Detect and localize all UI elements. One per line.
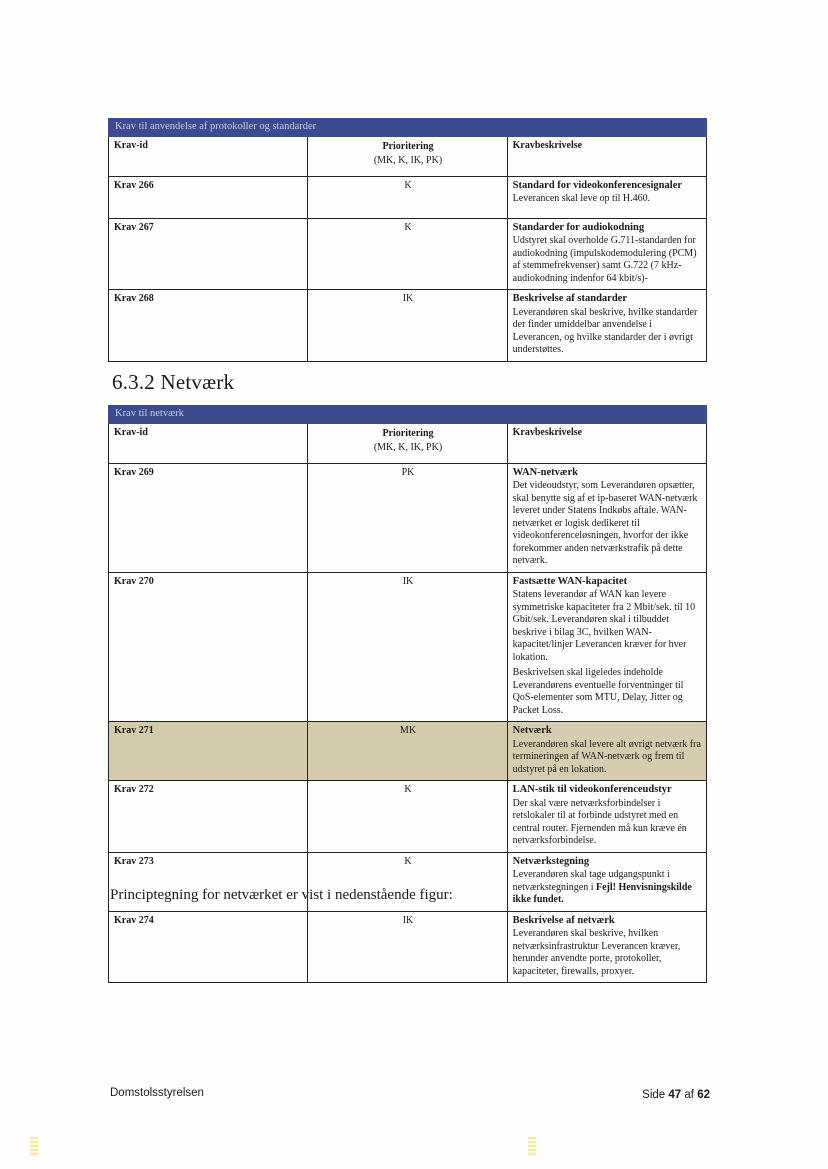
req-priority: K xyxy=(308,781,507,853)
table-row xyxy=(109,290,707,362)
req-text: Leverandøren skal beskrive, hvilke standarder der finder umiddelbar anvendelse i Leverancen, og hvilke standarder der i øvrigt understøttes. xyxy=(512,306,698,355)
req-title: Netværkstegning xyxy=(512,855,590,867)
req-text xyxy=(513,869,702,907)
header-prioritering-label: Prioritering xyxy=(382,140,434,152)
req-title: Standarder for audiokodning xyxy=(512,221,645,233)
section-heading: 6.3.2 Netværk xyxy=(112,370,235,394)
req-title: Beskrivelse af standarder xyxy=(512,293,627,304)
req-text: Leverandøren skal beskrive, hvilken netværksinfrastruktur Leverancen kræver, herunder anvendte porte, protokoller, kapaciteter, firewalls, proxyer. xyxy=(512,928,681,977)
header-prioritering-label: Prioritering xyxy=(382,427,434,439)
req-title: WAN-netværk xyxy=(512,466,578,478)
req-priority: PK xyxy=(308,463,507,572)
page-separator: af xyxy=(684,1089,694,1101)
req-priority: IK xyxy=(308,572,507,722)
req-id: Krav 272 xyxy=(109,781,308,853)
footer-page-number xyxy=(642,1089,710,1101)
req-id: Krav 270 xyxy=(109,572,308,722)
table-row xyxy=(109,911,707,983)
page-current: 47 xyxy=(668,1089,682,1101)
table-caption: Krav til anvendelse af protokoller og standarder xyxy=(109,119,707,137)
req-description xyxy=(507,781,706,853)
page-total: 62 xyxy=(697,1089,710,1101)
footer-organization: Domstolsstyrelsen xyxy=(110,1087,204,1099)
req-text: Udstyret skal overholde G.711-standarden for audiokodning (impulskodemodulering (PCM) af stemmefrekvenser) samt G.722 (7 kHz-audiokodning indenfor 64 kbit/s)- xyxy=(512,235,697,284)
req-id: Krav 267 xyxy=(109,218,308,290)
req-description xyxy=(507,911,706,983)
req-title: Standard for videokonferencesignaler xyxy=(512,179,683,191)
req-text-2: Beskrivelsen skal ligeledes indeholde Leverandørens eventuelle forventninger til QoS-elementer som MTU, Delay, Jitter og Packet Loss. xyxy=(512,667,684,716)
req-id: Krav 268 xyxy=(109,290,308,362)
protocols-requirements-table xyxy=(108,118,707,362)
req-title: Netværk xyxy=(512,725,552,736)
header-prioritering xyxy=(308,136,507,176)
header-prioritering xyxy=(308,423,507,463)
req-description xyxy=(507,572,706,722)
scan-marker xyxy=(30,1137,38,1157)
req-text: Det videoudstyr, som Leverandøren opsætter, skal benytte sig af et ip-baseret WAN-netværk leveret under Statens Indkøbs aftale. WAN-netværket er logisk dedikeret til videokonferenceløsningen, hvorfor der ikke forekommer anden netværkstrafik på dette netværk. xyxy=(512,480,698,566)
req-priority: IK xyxy=(308,911,507,983)
req-id: Krav 274 xyxy=(109,911,308,983)
header-prioritering-codes: (MK, K, IK, PK) xyxy=(373,154,443,166)
req-title: LAN-stik til videokonferenceudstyr xyxy=(512,784,672,795)
req-text-lead: Leverandøren skal tage udgangspunkt i netværkstegningen i xyxy=(512,869,670,893)
req-description xyxy=(507,463,706,572)
table-row xyxy=(109,781,707,853)
req-description xyxy=(507,722,706,781)
req-priority: K xyxy=(308,176,507,218)
req-text: Der skal være netværksforbindelser i retslokaler til at forbinde udstyret med en central router. Fjernenden må kun kræve én netværksforbindelse. xyxy=(512,797,687,846)
header-kravbeskrivelse: Kravbeskrivelse xyxy=(507,136,706,176)
req-text: Statens leverandør af WAN kan levere symmetriske kapaciteter fra 2 Mbit/sek. til 10 Gbit/sek. Leverandøren skal i tilbuddet beskrive i bilag 3C, hvilken WAN-kapacitet/linjer Leverancen kræver for hver lokation. xyxy=(512,589,696,663)
req-id: Krav 271 xyxy=(109,722,308,781)
table-row xyxy=(109,218,707,290)
req-id: Krav 266 xyxy=(109,176,308,218)
req-description xyxy=(507,218,706,290)
table-row-highlighted xyxy=(109,722,707,781)
req-id: Krav 269 xyxy=(109,463,308,572)
figure-intro-text: Principtegning for netværket er vist i nedenstående figur: xyxy=(110,887,453,903)
header-kravbeskrivelse: Kravbeskrivelse xyxy=(507,423,706,463)
page-prefix: Side xyxy=(642,1089,666,1101)
req-description xyxy=(507,290,706,362)
req-priority: K xyxy=(308,218,507,290)
req-priority: MK xyxy=(308,722,507,781)
req-title: Beskrivelse af netværk xyxy=(512,914,615,926)
table-caption: Krav til netværk xyxy=(109,406,707,424)
header-krav-id: Krav-id xyxy=(109,423,308,463)
table-row xyxy=(109,572,707,722)
req-description xyxy=(507,852,706,911)
scan-marker xyxy=(528,1137,536,1157)
req-text: Leverandøren skal levere alt øvrigt netværk fra termineringen af WAN-netværk og frem til udstyret på en lokation. xyxy=(512,738,701,775)
req-priority: IK xyxy=(308,290,507,362)
req-title: Fastsætte WAN-kapacitet xyxy=(512,575,628,587)
req-text: Leverancen skal leve op til H.460. xyxy=(512,193,651,204)
table-row xyxy=(109,463,707,572)
header-krav-id: Krav-id xyxy=(109,136,308,176)
req-description xyxy=(507,176,706,218)
req-priority: K xyxy=(308,852,507,911)
req-id: Krav 273 xyxy=(109,852,308,911)
table-row xyxy=(109,176,707,218)
header-prioritering-codes: (MK, K, IK, PK) xyxy=(373,441,443,453)
reference-error-text: Fejl! Henvisningskilde ikke fundet. xyxy=(512,881,692,905)
